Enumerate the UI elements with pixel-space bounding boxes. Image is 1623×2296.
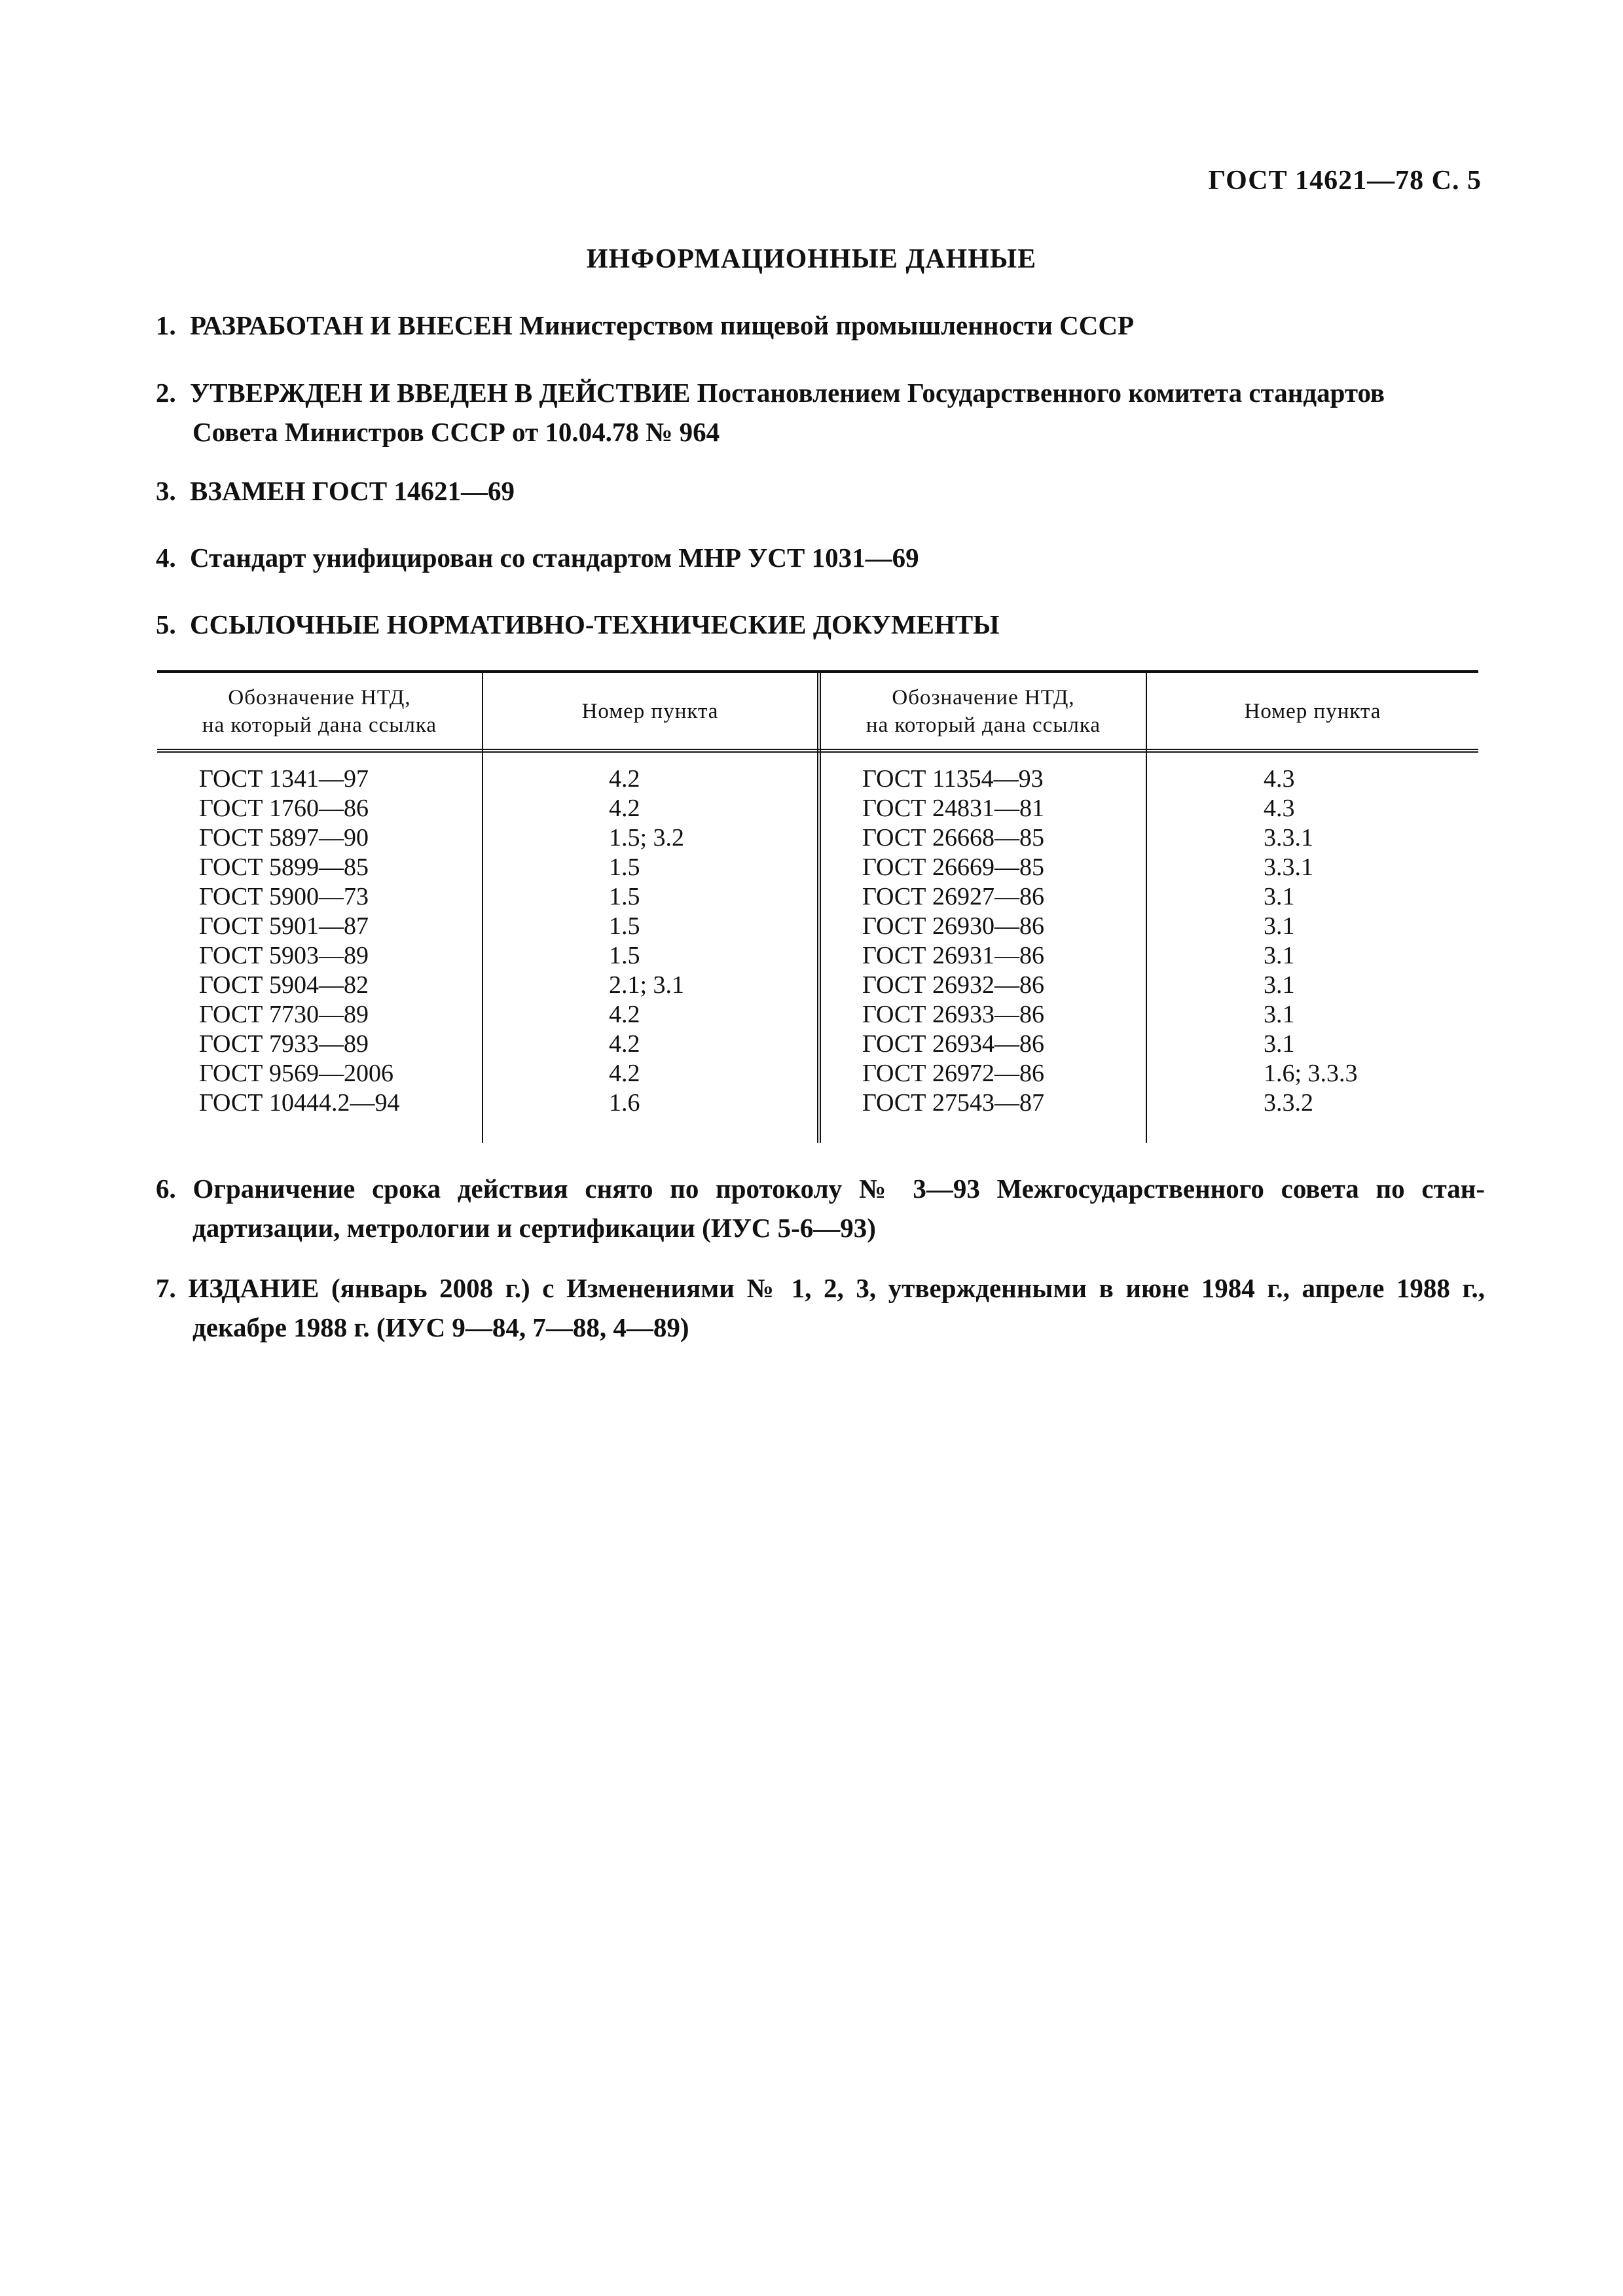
- header-text: на который дана ссылка: [866, 713, 1101, 737]
- item-4: [156, 538, 1485, 577]
- header-text: Номер пункта: [581, 700, 719, 723]
- table-cell: ГОСТ 5904—82: [199, 971, 369, 999]
- table-cell: ГОСТ 26931—86: [862, 942, 1044, 969]
- item-5: [156, 605, 1485, 644]
- item-3: [156, 471, 1485, 511]
- table-cell: ГОСТ 7933—89: [199, 1030, 369, 1058]
- table-cell: 3.1: [1264, 942, 1295, 969]
- table-cell: ГОСТ 1760—86: [199, 795, 369, 822]
- header-text: Номер пункта: [1244, 700, 1381, 723]
- item-2: [156, 373, 1485, 452]
- table-header-doc-left: [157, 673, 482, 750]
- header-text: Обозначение НТД,: [892, 686, 1075, 709]
- table-cell: ГОСТ 26932—86: [862, 971, 1044, 999]
- reference-table: [157, 670, 1478, 1143]
- table-cell: ГОСТ 26934—86: [862, 1030, 1044, 1058]
- item-4-text: Стандарт унифицирован со стандартом МНР УСТ 1031—69: [190, 543, 919, 573]
- right-doc-column: [862, 764, 1044, 1118]
- item-3-number: 3.: [156, 476, 176, 506]
- table-cell: ГОСТ 26669—85: [862, 853, 1044, 881]
- table-cell: ГОСТ 5901—87: [199, 912, 369, 940]
- table-cell: ГОСТ 7730—89: [199, 1001, 369, 1028]
- item-1: [156, 306, 1485, 345]
- table-cell: 1.5: [609, 883, 640, 910]
- table-cell: 4.3: [1264, 765, 1295, 793]
- table-cell: ГОСТ 26933—86: [862, 1001, 1044, 1028]
- table-cell: 4.2: [609, 1001, 640, 1028]
- table-cell: ГОСТ 26972—86: [862, 1060, 1044, 1087]
- item-3-text: ВЗАМЕН ГОСТ 14621—69: [190, 476, 515, 506]
- table-cell: 4.2: [609, 765, 640, 793]
- item-5-number: 5.: [156, 609, 176, 639]
- table-cell: 1.5: [609, 912, 640, 940]
- table-cell: 3.1: [1264, 1001, 1295, 1028]
- item-1-number: 1.: [156, 310, 176, 340]
- table-cell: ГОСТ 5899—85: [199, 853, 369, 881]
- table-cell: 3.3.1: [1264, 824, 1313, 852]
- table-cell: 3.1: [1264, 971, 1295, 999]
- table-cell: 3.3.1: [1264, 853, 1313, 881]
- table-cell: 3.1: [1264, 912, 1295, 940]
- table-cell: 1.6: [609, 1089, 640, 1117]
- item-7-line1: [156, 1268, 1485, 1308]
- section-title: ИНФОРМАЦИОННЫЕ ДАННЫЕ: [586, 244, 1037, 274]
- table-cell: 1.6; 3.3.3: [1264, 1060, 1358, 1087]
- left-clause-column: [609, 764, 684, 1118]
- header-text: на который дана ссылка: [202, 713, 437, 737]
- item-2-line2: Совета Министров СССР от 10.04.78 № 964: [192, 417, 720, 447]
- table-cell: ГОСТ 5900—73: [199, 883, 369, 910]
- item-6-line1: [156, 1169, 1485, 1208]
- item-4-number: 4.: [156, 543, 176, 573]
- table-cell: ГОСТ 26927—86: [862, 883, 1044, 910]
- table-cell: 3.1: [1264, 883, 1295, 910]
- table-cell: 3.1: [1264, 1030, 1295, 1058]
- table-cell: 1.5; 3.2: [609, 824, 685, 852]
- table-cell: 4.2: [609, 1060, 640, 1087]
- item-2-number: 2.: [156, 378, 176, 408]
- table-cell: ГОСТ 11354—93: [862, 765, 1044, 793]
- table-cell: ГОСТ 1341—97: [199, 765, 369, 793]
- table-cell: 1.5: [609, 942, 640, 969]
- table-cell: ГОСТ 26668—85: [862, 824, 1044, 852]
- item-7: [156, 1268, 1485, 1347]
- table-cell: ГОСТ 10444.2—94: [199, 1089, 400, 1117]
- item-6-line1-text: Ограничение срока действия снято по протоколу № 3—93 Межгосударственного совета по стан-: [192, 1174, 1485, 1204]
- page-header: ГОСТ 14621—78 С. 5: [1208, 166, 1482, 196]
- table-cell: 1.5: [609, 853, 640, 881]
- item-2-line1: УТВЕРЖДЕН И ВВЕДЕН В ДЕЙСТВИЕ Постановлением Государственного комитета стандартов: [190, 378, 1385, 408]
- item-7-number: 7.: [156, 1273, 176, 1303]
- table-cell: 3.3.2: [1264, 1089, 1313, 1117]
- right-clause-column: [1264, 764, 1358, 1118]
- table-cell: ГОСТ 5897—90: [199, 824, 369, 852]
- item-6-number: 6.: [156, 1174, 176, 1204]
- item-1-text: РАЗРАБОТАН И ВНЕСЕН Министерством пищевой промышленности СССР: [190, 310, 1135, 340]
- table-cell: ГОСТ 9569—2006: [199, 1060, 393, 1087]
- item-7-line2: декабре 1988 г. (ИУС 9—84, 7—88, 4—89): [192, 1312, 689, 1342]
- table-cell: ГОСТ 26930—86: [862, 912, 1044, 940]
- table-cell: ГОСТ 27543—87: [862, 1089, 1044, 1117]
- item-6: [156, 1169, 1485, 1247]
- header-text: Обозначение НТД,: [228, 686, 411, 709]
- table-cell: 4.3: [1264, 795, 1295, 822]
- left-doc-column: [199, 764, 400, 1118]
- table-header-doc-right: [821, 673, 1146, 750]
- item-7-line1-text: ИЗДАНИЕ (январь 2008 г.) с Изменениями № 1, 2, 3, утвержденными в июне 1984 г., апреле 1988 г.,: [188, 1273, 1485, 1303]
- item-5-text: ССЫЛОЧНЫЕ НОРМАТИВНО-ТЕХНИЧЕСКИЕ ДОКУМЕНТЫ: [190, 609, 1000, 639]
- table-cell: ГОСТ 24831—81: [862, 795, 1044, 822]
- item-6-line2: дартизации, метрологии и сертификации (ИУС 5-6—93): [192, 1213, 876, 1243]
- table-header-clause-left: [483, 673, 817, 750]
- table-cell: 4.2: [609, 1030, 640, 1058]
- table-header-clause-right: [1147, 673, 1478, 750]
- table-cell: 2.1; 3.1: [609, 971, 685, 999]
- table-cell: 4.2: [609, 795, 640, 822]
- table-cell: ГОСТ 5903—89: [199, 942, 369, 969]
